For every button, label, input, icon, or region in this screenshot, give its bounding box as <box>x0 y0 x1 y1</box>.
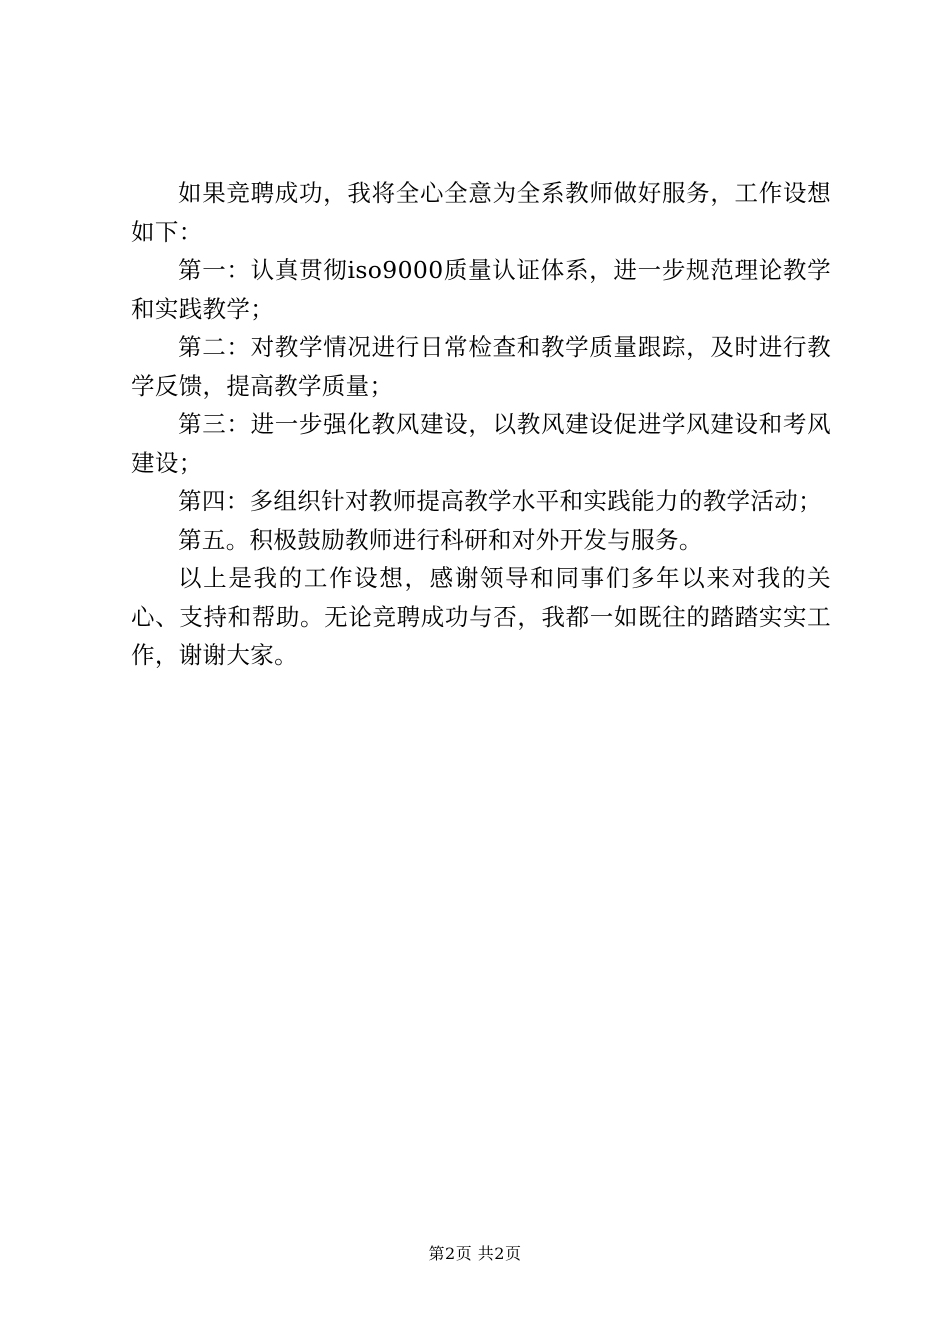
page-number-footer: 第2页 共2页 <box>428 1244 522 1263</box>
paragraph-point-2: 第二：对教学情况进行日常检查和教学质量跟踪，及时进行教学反馈，提高教学质量； <box>131 333 831 400</box>
paragraph-intro: 如果竞聘成功，我将全心全意为全系教师做好服务，工作设想如下： <box>131 179 831 246</box>
paragraph-point-1: 第一：认真贯彻iso9000质量认证体系，进一步规范理论教学和实践教学； <box>131 256 831 323</box>
paragraph-point-4: 第四：多组织针对教师提高教学水平和实践能力的教学活动； <box>178 487 822 515</box>
paragraph-closing: 以上是我的工作设想，感谢领导和同事们多年以来对我的关心、支持和帮助。无论竞聘成功与否，我都一如既往的踏踏实实工作，谢谢大家。 <box>131 564 831 669</box>
paragraph-point-5: 第五。积极鼓励教师进行科研和对外开发与服务。 <box>178 525 703 554</box>
document-body <box>131 174 831 675</box>
paragraph-point-3: 第三：进一步强化教风建设，以教风建设促进学风建设和考风建设； <box>131 410 831 477</box>
